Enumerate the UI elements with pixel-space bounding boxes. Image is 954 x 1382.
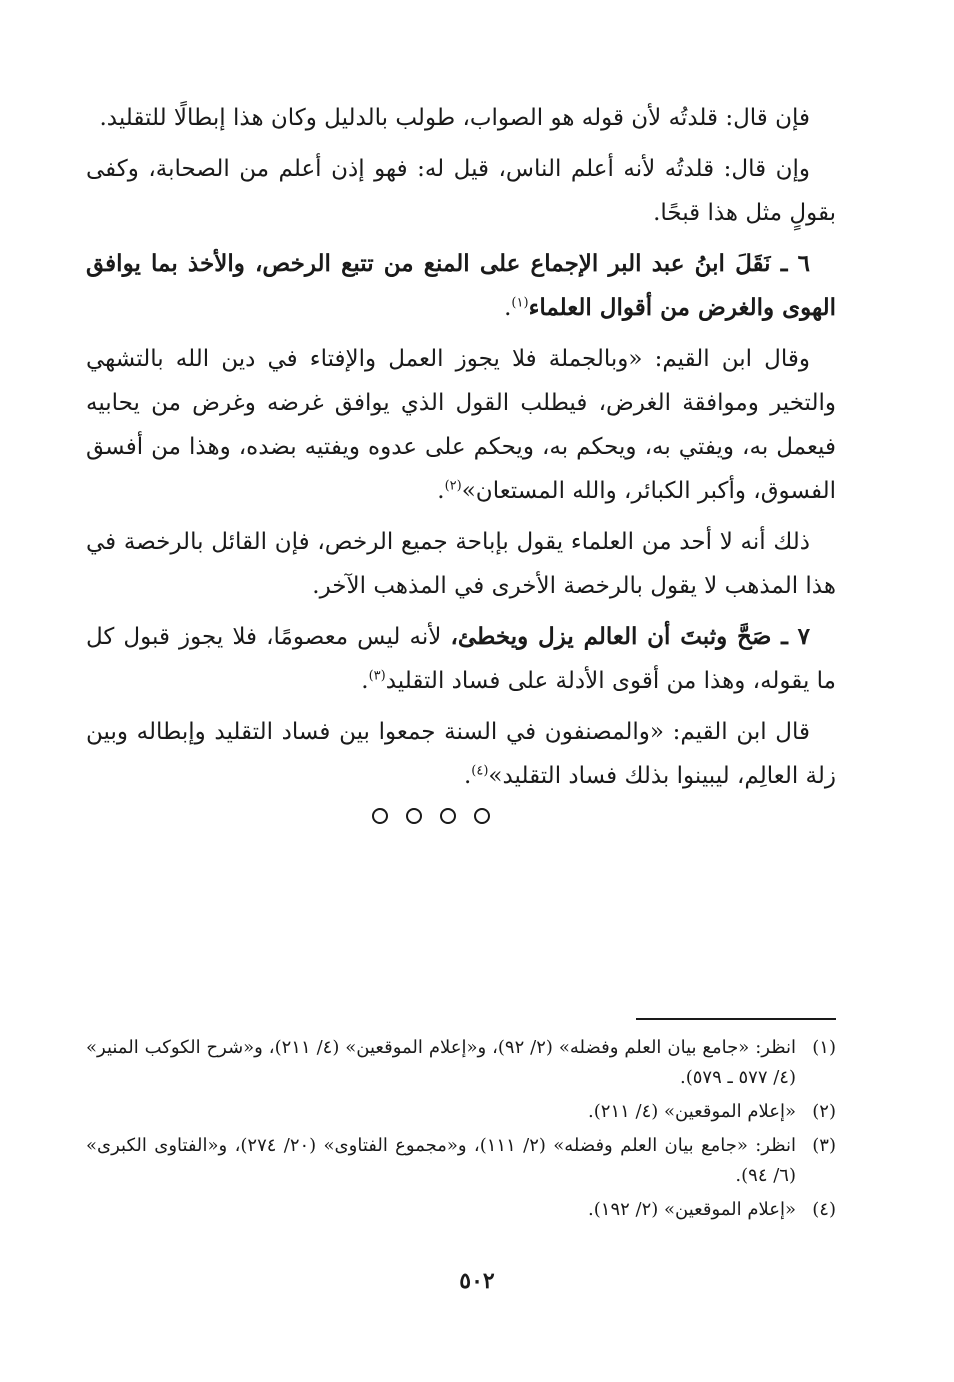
paragraph-1 — [86, 96, 836, 140]
point-7-lead: ٧ ـ صَحَّ وثبتَ أن العالم يزل ويخطئ، — [450, 623, 810, 650]
paragraph-7 — [86, 710, 836, 798]
footnote-2 — [86, 1097, 836, 1127]
paragraph-5 — [86, 520, 836, 608]
paragraph-text: وإن قال: قلدتُه لأنه أعلم الناس، قيل له: فهو إذن أعلم من الصحابة، وكفى بقولٍ مثل هذا قبحًا. — [86, 156, 836, 226]
point-6-lead: ٦ ـ نَقَلَ ابنُ عبد البر الإجماع على المنع من تتبع الرخص، والأخذ بما يوافق الهوى والغرض من أقوال العلماء — [86, 250, 836, 321]
footnote-text: انظر: «جامع بيان العلم وفضله» (٢/ ٩٢)، و«إعلام الموقعين» (٤/ ٢١١)، و«شرح الكوكب المنير» (٤/ ٥٧٧ ـ ٥٧٩). — [86, 1037, 796, 1088]
footnote-ref-4[interactable]: (٤) — [471, 763, 489, 779]
footnote-number: (١) — [812, 1037, 836, 1058]
footnote-divider — [636, 1018, 836, 1020]
paragraph-4 — [86, 337, 836, 513]
paragraph-3-point-6 — [86, 242, 836, 330]
paragraph-text: ذلك أنه لا أحد من العلماء يقول بإباحة جميع الرخص، فإن القائل بالرخصة في هذا المذهب لا يقول بالرخصة الأخرى في المذهب الآخر. — [86, 529, 836, 599]
footnote-number: (٣) — [812, 1135, 836, 1156]
page-number: ٥٠٢ — [459, 1268, 495, 1294]
paragraph-tail: . — [463, 763, 472, 789]
footnotes — [86, 1033, 836, 1229]
circle-ornament-icon — [406, 808, 422, 824]
paragraph-tail: . — [361, 668, 369, 694]
paragraph-tail: . — [437, 478, 445, 504]
footnote-text: «إعلام الموقعين» (٤/ ٢١١). — [588, 1101, 796, 1122]
footnote-4 — [86, 1195, 836, 1225]
paragraph-tail: . — [504, 295, 512, 321]
circle-ornament-icon — [372, 808, 388, 824]
paragraph-text: وقال ابن القيم: «وبالجملة فلا يجوز العمل والإفتاء في دين الله بالتشهي والتخير وموافقة الغرض، فيطلب القول الذي يوافق غرضه وغرض من يحابيه فيعمل به، ويفتي به، ويحكم به، ويحكم على عدوه ويفتيه بضده، وهذا من أفسق الفسوق، وأكبر الكبائر، والله المستعان» — [86, 346, 836, 504]
footnote-text: «إعلام الموقعين» (٢/ ١٩٢). — [588, 1199, 796, 1220]
footnote-ref-2[interactable]: (٢) — [444, 478, 462, 494]
paragraph-2 — [86, 147, 836, 235]
paragraph-text: لأنه ليس معصومًا، فلا يجوز قبول كل ما يقوله، وهذا من أقوى الأدلة على فساد التقليد — [86, 624, 836, 694]
paragraph-6-point-7 — [86, 615, 836, 703]
circle-ornament-icon — [474, 808, 490, 824]
footnote-ref-3[interactable]: (٣) — [368, 668, 386, 684]
section-end-ornaments — [86, 808, 836, 824]
footnote-3 — [86, 1131, 836, 1191]
footnote-text: انظر: «جامع بيان العلم وفضله» (٢/ ١١١)، و«مجموع الفتاوى» (٢٠/ ٢٧٤)، و«الفتاوى الكبرى» (٦/ ٩٤). — [86, 1135, 796, 1186]
footnote-ref-1[interactable]: (١) — [511, 295, 529, 311]
footnote-1 — [86, 1033, 836, 1093]
paragraph-text: فإن قال: قلدتُه لأن قوله هو الصواب، طولب بالدليل وكان هذا إبطالًا للتقليد. — [99, 105, 810, 131]
footnote-number: (٢) — [812, 1101, 836, 1122]
circle-ornament-icon — [440, 808, 456, 824]
paragraph-text: قال ابن القيم: «والمصنفون في السنة جمعوا بين فساد التقليد وإبطاله وبين زلة العالِم، ليبينوا بذلك فساد التقليد» — [86, 719, 836, 789]
footnote-number: (٤) — [812, 1199, 836, 1220]
main-text — [86, 96, 836, 824]
